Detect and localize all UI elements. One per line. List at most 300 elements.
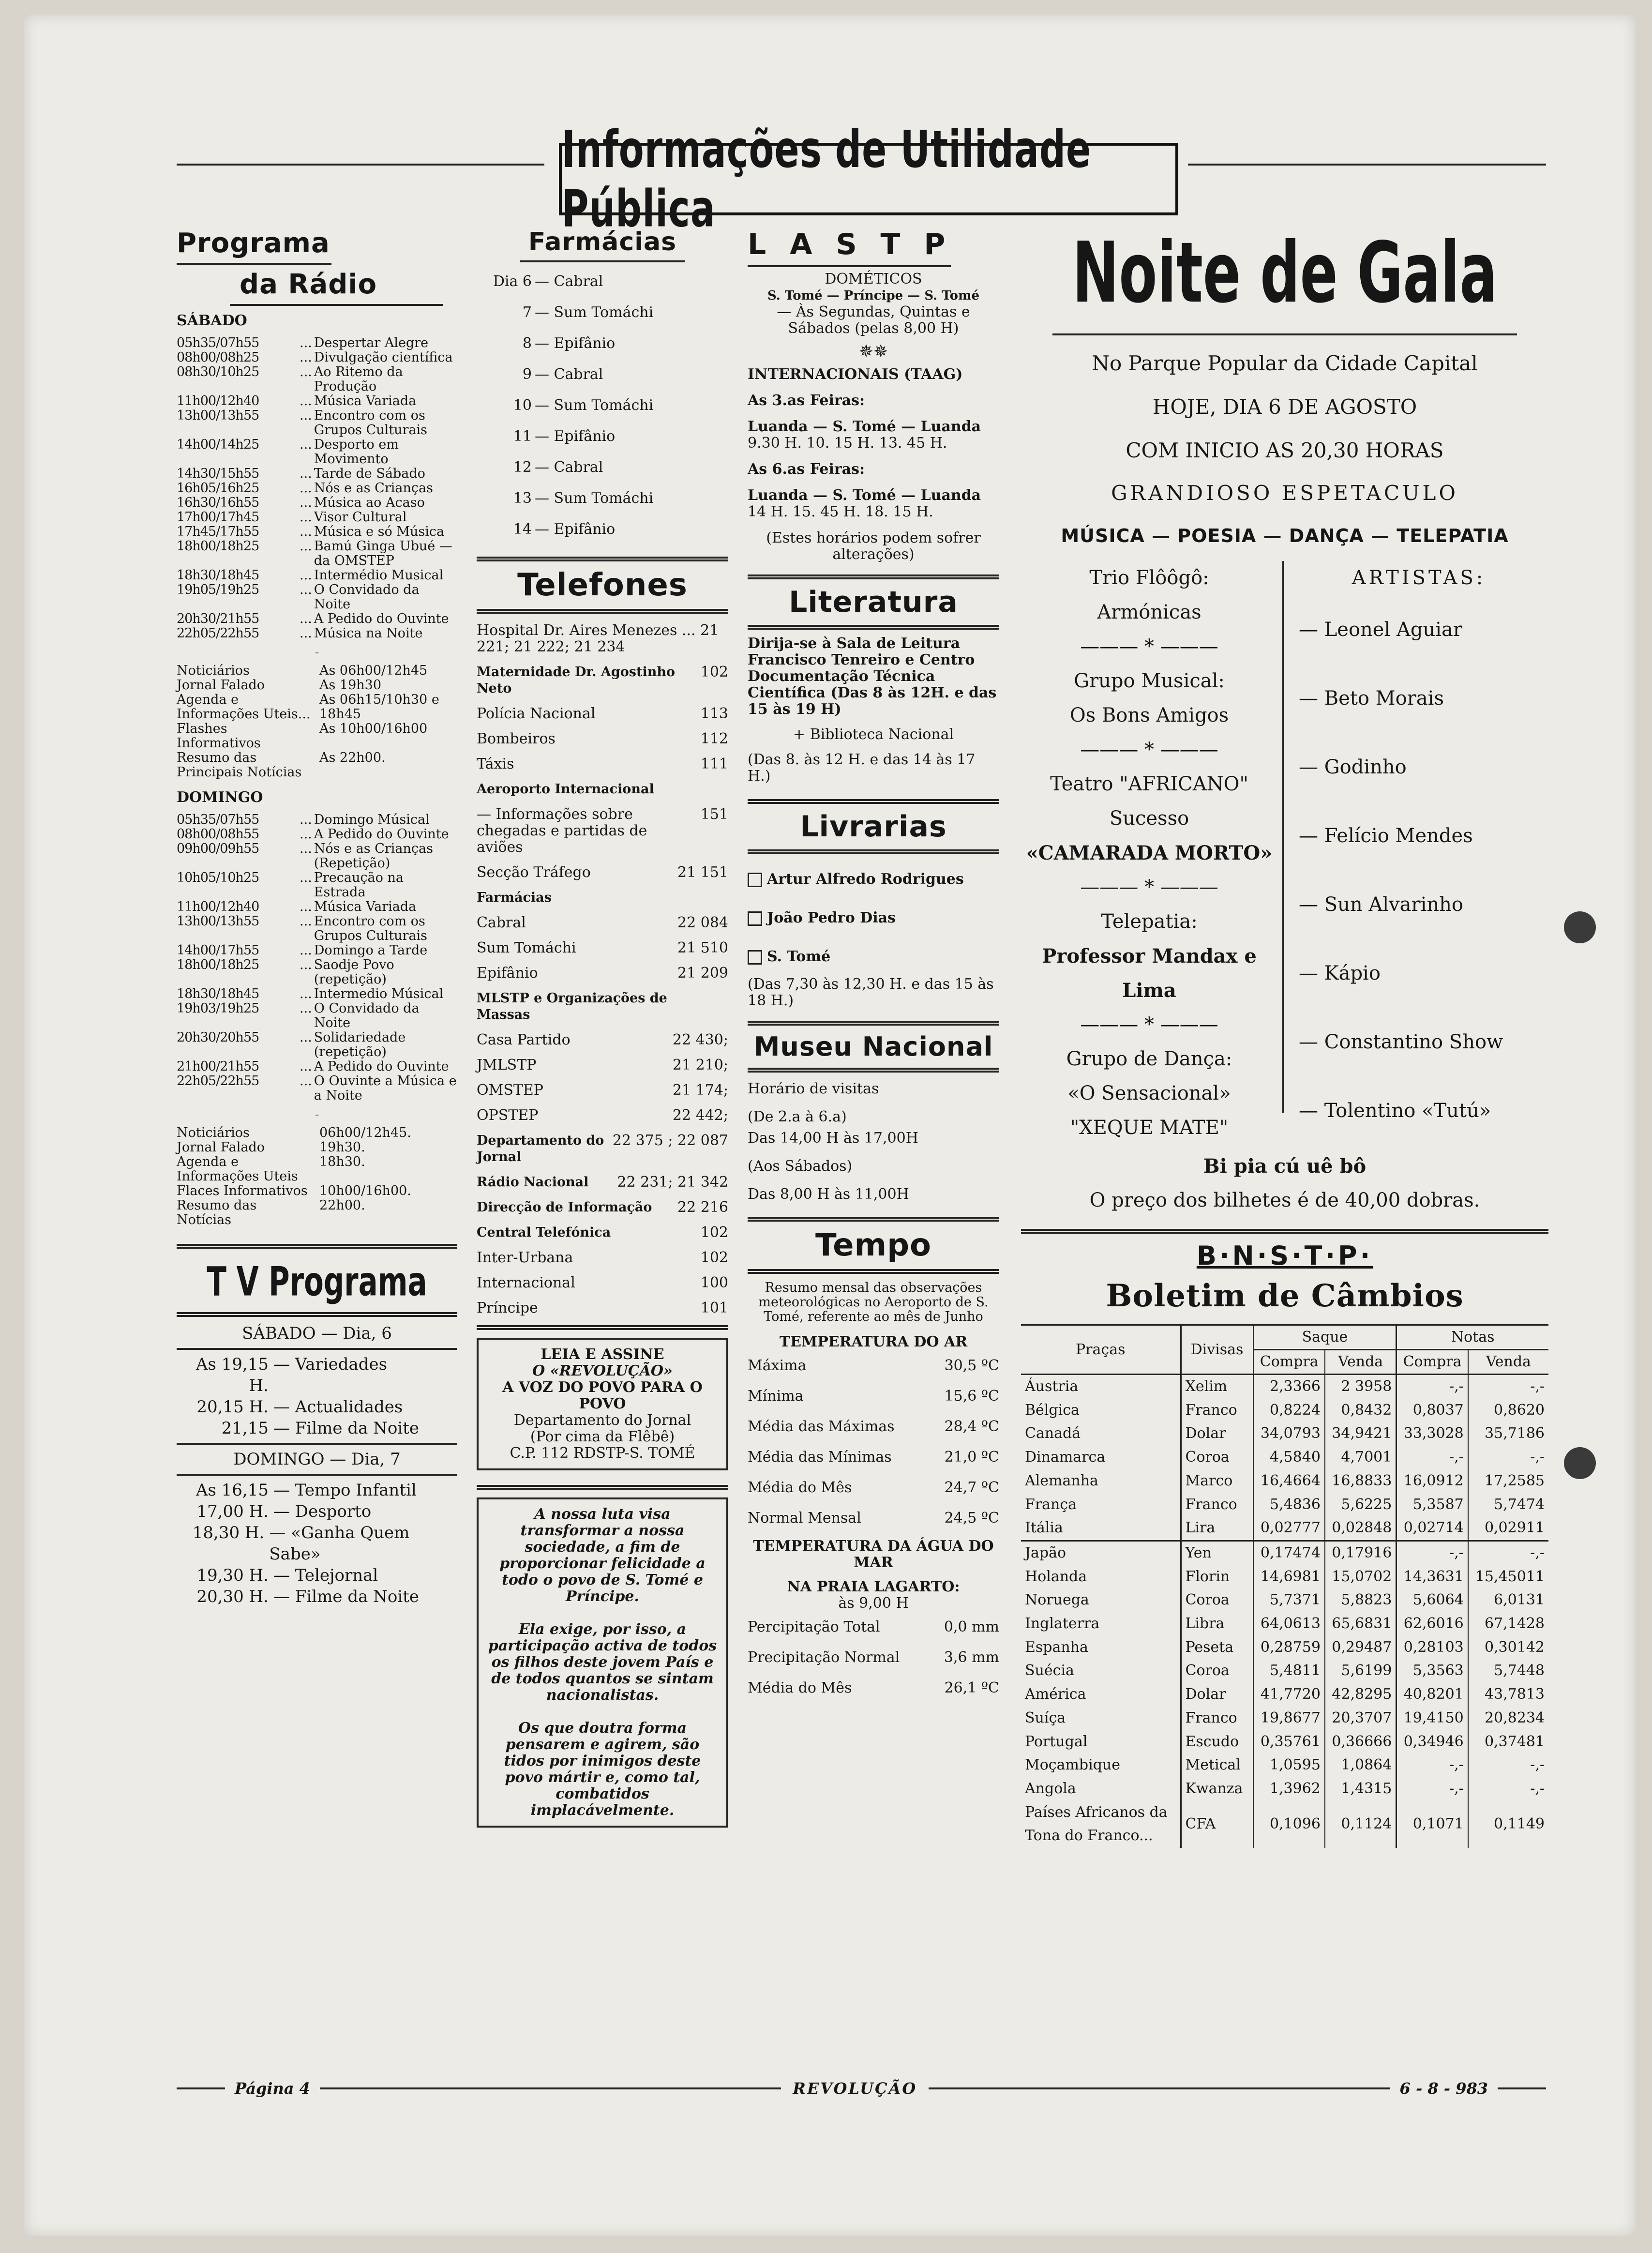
news-label: Noticiários	[177, 1125, 250, 1140]
exchange-cell: Marco	[1181, 1469, 1253, 1493]
pharmacy-name: — Cabral	[535, 366, 603, 383]
struggle-box: A nossa luta visa transformar a nossa sociedade, a fim de proporcionar felicidade a todo o povo de S. Tomé e Príncipe. Ela exige, por isso, a participação activa de todos os filhos deste jovem País e de todos quantos se sintam nacionalistas. Os que doutra forma pensarem e agirem, são tidos por inimigos deste povo mártir e, como tal, combatidos implacávelmente.	[477, 1497, 728, 1828]
telephone-item	[477, 781, 728, 798]
telephone-item	[477, 1199, 728, 1216]
pharmacy-day: 11	[513, 428, 532, 445]
radio-time: 11h00/12h40	[177, 899, 259, 914]
weather-title: Tempo	[815, 1227, 932, 1263]
radio-show: O Convidado da Noite	[314, 1001, 420, 1030]
radio-dots: ...	[300, 870, 312, 885]
exchange-cell: Franco	[1181, 1707, 1253, 1730]
telephone-item	[477, 1275, 728, 1291]
air-temp-item	[748, 1503, 999, 1533]
exchange-cell: 0,1124	[1325, 1801, 1397, 1848]
telephone-number: 21 209	[677, 965, 728, 982]
radio-dots: ...	[300, 364, 312, 379]
checkbox-icon	[748, 950, 762, 965]
header-rule-right	[1188, 164, 1546, 166]
radio-time: 20h30/21h55	[177, 611, 259, 626]
telephone-name: Departamento do Jornal	[477, 1133, 604, 1164]
telephone-name: Internacional	[477, 1274, 575, 1291]
exchange-cell: 4,5840	[1253, 1446, 1325, 1469]
radio-time: 14h30/15h55	[177, 466, 259, 481]
telephone-name: Hospital Dr. Aires Menezes ... 21 221; 21 222; 21 234	[477, 622, 719, 655]
radio-dots: ...	[300, 408, 312, 423]
exchange-cell: 64,0613	[1253, 1612, 1325, 1636]
exchange-cell: 35,7186	[1484, 1425, 1545, 1442]
checkbox-icon	[748, 911, 762, 926]
gala-programme-item: Grupo de Dança:	[1066, 1048, 1232, 1070]
radio-dots: ...	[300, 812, 312, 827]
pharmacy-item	[477, 266, 728, 297]
radio-time: 05h35/07h55	[177, 335, 259, 350]
exchange-cell: Itália	[1021, 1516, 1181, 1541]
exchange-cell: Coroa	[1181, 1659, 1253, 1683]
radio-dots: ...	[300, 437, 312, 452]
radio-dots: ...	[300, 957, 312, 972]
exchange-cell: 0,8620	[1494, 1401, 1545, 1419]
telephone-number: 101	[700, 1300, 728, 1316]
exchange-cell: 5,4811	[1253, 1659, 1325, 1683]
pharmacy-item	[477, 297, 728, 328]
bookshop-item	[748, 937, 999, 976]
radio-time: 19h05/19h25	[177, 582, 259, 597]
exchange-cell: -,-	[1530, 1544, 1545, 1561]
pharmacy-name: — Sum Tomáchi	[535, 397, 654, 414]
gala-programme-item: Trio Flôôgô:	[1089, 567, 1209, 589]
radio-show: Tarde de Sábado	[314, 466, 425, 481]
gala-programme-item: Professor Mandax e Lima	[1042, 945, 1257, 1002]
radio-item	[177, 1030, 457, 1059]
exchange-cell: Dinamarca	[1021, 1446, 1181, 1469]
tv-title: T V Programa	[207, 1258, 427, 1305]
exchange-cell: Portugal	[1021, 1730, 1181, 1754]
tv-time: 17,00 H.	[196, 1502, 269, 1521]
radio-dots: ...	[300, 524, 312, 539]
telephone-item	[477, 965, 728, 982]
exchange-row	[1021, 1612, 1548, 1636]
exchange-cell: 34,0793	[1253, 1422, 1325, 1446]
radio-time: 19h03/19h25	[177, 1001, 259, 1016]
telephone-item	[477, 940, 728, 956]
radio-time: 13h00/13h55	[177, 914, 259, 929]
radio-dots: ...	[300, 510, 312, 525]
exchange-row	[1021, 1754, 1548, 1777]
telephone-name: Casa Partido	[477, 1031, 571, 1048]
pharmacy-day: 14	[513, 521, 532, 538]
radio-time: 16h30/16h55	[177, 495, 259, 510]
exchange-cell: 0,8224	[1253, 1399, 1325, 1422]
radio-show: O Ouvinte a Música e a Noite	[314, 1074, 457, 1103]
telephone-name: Central Telefónica	[477, 1225, 611, 1240]
weather-label: Normal Mensal	[748, 1510, 861, 1527]
radio-item	[177, 467, 457, 481]
exchange-cell: Moçambique	[1021, 1754, 1181, 1777]
exchange-cell: 0,36666	[1325, 1730, 1397, 1754]
radio-time: 08h30/10h25	[177, 364, 259, 379]
pharmacies-column	[477, 227, 728, 1828]
news-label: Resumo das Notícias	[177, 1198, 257, 1227]
telephone-item	[477, 1133, 728, 1165]
air-temp-item	[748, 1411, 999, 1442]
radio-time: 17h00/17h45	[177, 510, 259, 525]
air-temp-item	[748, 1442, 999, 1472]
exchange-cell: França	[1021, 1493, 1181, 1517]
radio-dots: ...	[300, 393, 312, 408]
exchange-cell: Países Africanos da Tona do Franco...	[1021, 1801, 1181, 1848]
exchange-cell: Angola	[1021, 1777, 1181, 1801]
bookshop-name: João Pedro Dias	[767, 909, 896, 926]
telephone-item	[477, 1032, 728, 1048]
gala-title: Noite de Gala	[1072, 224, 1498, 322]
exchange-cell: 62,6016	[1397, 1612, 1468, 1636]
radio-item	[177, 1074, 457, 1103]
telephone-name: Farmácias	[477, 890, 552, 905]
exchange-cell: Metical	[1181, 1754, 1253, 1777]
radio-item	[177, 394, 457, 408]
exchange-cell: 0,02911	[1468, 1516, 1548, 1541]
exchange-row	[1021, 1565, 1548, 1589]
gala-artist: — Beto Morais	[1299, 687, 1444, 710]
news-time: 10h00/16h00.	[319, 1183, 411, 1198]
telephone-name: Epifânio	[477, 965, 538, 982]
radio-time: 16h05/16h25	[177, 481, 259, 496]
gala-programme-item: Armónicas	[1097, 601, 1201, 623]
pharmacy-item	[477, 359, 728, 390]
telephone-number	[723, 781, 728, 798]
telephone-name: — Informações sobre chegadas e partidas de aviões	[477, 806, 647, 856]
exchange-cell: 17,2585	[1484, 1472, 1545, 1489]
radio-item	[177, 900, 457, 914]
telephone-name: OMSTEP	[477, 1082, 543, 1099]
telephone-number	[723, 622, 728, 655]
literature-title: Literatura	[789, 585, 958, 619]
news-item	[177, 1198, 457, 1227]
news-time: As 06h15/10h30 e 18h45	[319, 692, 439, 722]
radio-dots: ...	[300, 582, 312, 597]
air-temp-item	[748, 1381, 999, 1411]
news-time: 22h00.	[319, 1198, 365, 1213]
radio-item	[177, 525, 457, 539]
telephone-item	[477, 1082, 728, 1099]
weather-value: 0,0 mm	[944, 1618, 999, 1635]
exchange-cell: Bélgica	[1021, 1399, 1181, 1422]
radio-dots: ...	[300, 1074, 312, 1089]
radio-dots: ...	[300, 539, 312, 554]
exchange-cell: Noruega	[1021, 1588, 1181, 1612]
telephone-number: 22 216	[677, 1199, 728, 1216]
news-item	[177, 678, 457, 693]
exchange-cell: Holanda	[1021, 1565, 1181, 1589]
telephone-item	[477, 1250, 728, 1266]
services-column: L A S T P DOMÉTICOS S. Tomé — Príncipe — S. Tomé — Às Segundas, Quintas e Sábados (pelas 8,00 H) ✵✵ INTERNACIONAIS (TAAG) As 3.as Feiras: Luanda — S. Tomé — Luanda 9.30 H. 10. 15 H. 13. 45 H. As 6.as Feiras: Luanda — S. Tomé — Luanda 14 H. 15. 45 H. 18. 15 H. (Estes horários podem sofrer alterações) Literatura Dirija-se à Sala de Leitura Francisco Tenreiro e Centro Documentação Técnica Científica (Das 8 às 12H. e das 15 às 19 H) + Biblioteca Nacional (Das 8. às 12 H. e das 14 às 17 H.) Livrarias Artur Alfredo Rodrigues João Pedro Dias S. Tomé (Das 7,30 às 12,30 H. e das 15 às 18 H.) Museu Nacional Horário de visitas (De 2.a à 6.a) Das 14,00 H às 17,00H (Aos Sábados) Das 8,00 H às 11,00H Tempo Resumo mensal das observações meteorológicas no Aeroporto de S. Tomé, referente ao mês de Junho TEMPERATURA DO AR Máxima 30,5 ºC Mínima 15,6 ºC Média das Máximas 28,4 ºC Média das Mínimas 21,0 ºC Média do Mês 24,7 ºC Normal Mensal 24,5 ºC TEMPERATURA DA ÁGUA DO MAR NA PRAIA LAGARTO: às 9,00 H Percipitação Total 0,0 mm Precipitação Normal 3,6 mm Média do Mês 26,1 ºC	[748, 227, 999, 1703]
exchange-cell: CFA	[1181, 1801, 1253, 1848]
header-rule-left	[177, 164, 544, 166]
exchange-cell: 5,6225	[1325, 1493, 1397, 1517]
radio-show: Precaução na Estrada	[314, 870, 404, 900]
exchange-cell: 16,8833	[1325, 1469, 1397, 1493]
exchange-row	[1021, 1801, 1548, 1848]
air-temp-item	[748, 1350, 999, 1381]
exchange-row	[1021, 1588, 1548, 1612]
gala-programme-item: Os Bons Amigos	[1069, 704, 1229, 726]
tv-item	[177, 1354, 457, 1396]
exchange-cell: 19,8677	[1253, 1707, 1325, 1730]
radio-dots: ...	[300, 1001, 312, 1016]
news-label: Jornal Falado	[177, 1140, 265, 1155]
radio-item	[177, 350, 457, 365]
tv-item	[177, 1418, 457, 1439]
exchange-cell: 1,0864	[1325, 1754, 1397, 1777]
telephone-name: Cabral	[477, 914, 526, 931]
telephone-number	[723, 890, 728, 906]
news-item	[177, 693, 457, 722]
exchange-cell: Florin	[1181, 1565, 1253, 1589]
telephone-item	[477, 1057, 728, 1074]
exchange-cell: 16,0912	[1397, 1469, 1468, 1493]
exchange-cell: 2,3366	[1253, 1375, 1325, 1399]
telephone-number: 111	[700, 756, 728, 772]
radio-time: 09h00/09h55	[177, 841, 259, 856]
tv-time: 19,30 H.	[196, 1566, 269, 1585]
exchange-cell: 15,45011	[1475, 1568, 1545, 1585]
exchange-row	[1021, 1375, 1548, 1399]
telephone-name: Príncipe	[477, 1300, 538, 1316]
tv-show: — Desporto	[273, 1502, 372, 1521]
radio-show: A Pedido do Ouvinte	[314, 827, 449, 842]
telephone-number: 100	[700, 1274, 728, 1291]
exchange-cell: 0,02777	[1253, 1516, 1325, 1541]
exchange-cell: 0,1071	[1397, 1801, 1468, 1848]
gala-artists	[1289, 595, 1548, 1145]
radio-dots: ...	[300, 1059, 312, 1074]
radio-time: 22h05/22h55	[177, 626, 259, 641]
radio-time: 18h00/18h25	[177, 957, 259, 972]
exchange-cell: 0,8432	[1325, 1399, 1397, 1422]
exchange-cell: 5,6064	[1397, 1588, 1468, 1612]
exchange-cell: 0,28759	[1253, 1636, 1325, 1660]
radio-title: Programa	[177, 227, 330, 259]
radio-time: 14h00/17h55	[177, 943, 259, 958]
exchange-cell: Libra	[1181, 1612, 1253, 1636]
exchange-row	[1021, 1683, 1548, 1707]
tv-sunday-list	[177, 1480, 457, 1607]
radio-item	[177, 612, 457, 626]
exchange-cell: Áustria	[1021, 1375, 1181, 1399]
exchange-cell: 5,3563	[1397, 1659, 1468, 1683]
radio-item	[177, 408, 457, 438]
telephone-item	[477, 1300, 728, 1316]
telephone-item	[477, 990, 728, 1023]
news-time: 18h30.	[319, 1154, 365, 1169]
exchange-row	[1021, 1659, 1548, 1683]
exchange-cell: 0,28103	[1397, 1636, 1468, 1660]
exchange-cell: Japão	[1021, 1541, 1181, 1565]
pharmacy-item	[477, 483, 728, 514]
radio-show: Visor Cultural	[314, 510, 407, 525]
exchange-row	[1021, 1707, 1548, 1730]
exchange-cell: 43,7813	[1484, 1686, 1545, 1703]
exchange-row	[1021, 1493, 1548, 1517]
exchange-cell: 5,6199	[1325, 1659, 1397, 1683]
radio-dots: ...	[300, 335, 312, 350]
weather-value: 24,5 ºC	[944, 1510, 999, 1527]
pharmacy-item	[477, 452, 728, 483]
radio-dots: ...	[300, 986, 312, 1001]
exchange-cell: Dolar	[1181, 1422, 1253, 1446]
radio-item	[177, 943, 457, 958]
news-time: 06h00/12h45.	[319, 1125, 411, 1140]
gala-column: Noite de Gala No Parque Popular da Cidade Capital HOJE, DIA 6 DE AGOSTO COM INICIO AS 20,30 HORAS GRANDIOSO ESPETACULO MÚSICA — POESIA — DANÇA — TELEPATIA Trio Flôôgô: Armónicas ——— * ——— Grupo Musical: Os Bons Amigos ——— * ——— Teatro "AFRICANO" Sucesso «CAMARADA MORTO» ——— * ——— Telepatia: Professor Mandax e Lima ——— * ——— Grupo de Dança: «O Sensacional» "XEQUE MATE" ARTISTAS: — Leonel Aguiar — Beto Morais — Godinho — Felício Mendes — Sun Alvarinho — Kápio — Constantino Show — Tolentino «Tutú» Bi pia cú uê bô O preço dos bilhetes é de 40,00 dobras. B·N·S·T·P· Boletim de Câmbios Praças Divisas Saque Notas Compra Venda Compra Venda Áustria Xelim 2,3366 2 3958 -,- -,- Bélgica Franco 0,8224 0,8432 0,8037 0,8620 Canadá Dolar 34,0793 34,9421 33,3028 35,7186 Dinamarca Coroa 4,5840 4,7001 -,- -,- Alemanha Marco 16,4664 16,8833 16,0912 17,2585 França Franco 5,4836 5,6225 5,3587 5,7474 Itália Lira 0,02777 0,02848 0,02714 0,02911 Japão Yen 0,17474 0,17916 -,- -,- Holanda Florin 14,6981 15,0702 14,3631 15,45011 Noruega Coroa 5,7371 5,8823 5,6064 6,0131 Inglaterra Libra 64,0613 65,6831 62,6016 67,1428 Espanha Peseta 0,28759 0,29487 0,28103 0,30142 Suécia Coroa 5,4811 5,6199 5,3563 5,7448 América Dolar 41,7720 42,8295 40,8201 43,7813 Suíça Franco 19,8677 20,3707 19,4150 20,8234 Portugal Escudo 0,35761 0,36666 0,34946 0,37481 Moçambique Metical 1,0595 1,0864 -,- -,- Angola Kwanza 1,3962 1,4315 -,- -,- Países Africanos da Tona do Franco... CFA 0,1096 0,1124 0,1071 0,1149	[1021, 218, 1548, 1848]
telephone-item	[477, 1107, 728, 1124]
lastp-title: L A S T P	[748, 227, 952, 261]
news-label: Jornal Falado	[177, 678, 265, 693]
gala-programme-item: Teatro "AFRICANO"	[1050, 773, 1248, 795]
exchange-cell: 0,1096	[1253, 1801, 1325, 1848]
pharmacy-day: 10	[513, 397, 532, 414]
pharmacy-name: — Cabral	[535, 459, 603, 476]
exchange-cell: Franco	[1181, 1493, 1253, 1517]
news-item	[177, 722, 457, 751]
gala-programme-item: ——— * ———	[1080, 1013, 1218, 1036]
telephone-name: Aeroporto Internacional	[477, 782, 654, 797]
radio-saturday-list	[177, 336, 457, 641]
telephone-number: 151	[700, 806, 728, 823]
exchange-cell: 0,37481	[1484, 1733, 1545, 1750]
checkbox-icon	[748, 873, 762, 887]
tv-show: — Telejornal	[273, 1566, 378, 1585]
telephone-number: 21 210;	[672, 1057, 728, 1074]
telephone-number: 113	[700, 705, 728, 722]
radio-item	[177, 626, 457, 641]
tv-time: 18,30 H.	[192, 1523, 265, 1542]
exchange-row	[1021, 1541, 1548, 1565]
radio-subtitle: da Rádio	[240, 269, 377, 300]
weather-label: Média das Mínimas	[748, 1449, 892, 1466]
punch-hole-top	[1564, 911, 1596, 943]
bookshop-item	[748, 899, 999, 937]
news-item	[177, 664, 457, 678]
sea-temp-item	[748, 1612, 999, 1642]
exchange-cell: 14,6981	[1253, 1565, 1325, 1589]
exchange-cell: 0,35761	[1253, 1730, 1325, 1754]
exchange-cell: -,-	[1397, 1777, 1468, 1801]
exchange-cell: 0,29487	[1325, 1636, 1397, 1660]
exchange-row	[1021, 1730, 1548, 1754]
gala-programme-item: "XEQUE MATE"	[1070, 1117, 1229, 1139]
radio-dots: ...	[300, 568, 312, 583]
weather-label: Média do Mês	[748, 1679, 852, 1696]
exchange-row	[1021, 1399, 1548, 1422]
subscribe-box: LEIA E ASSINE O «REVOLUÇÃO» A VOZ DO POVO PARA O POVO Departamento do Jornal (Por cima da Flêbê) C.P. 112 RDSTP-S. TOMÉ	[477, 1338, 728, 1470]
gala-programme-item: Telepatia:	[1101, 910, 1198, 933]
radio-show: Música Variada	[314, 899, 417, 914]
radio-item	[177, 1001, 457, 1030]
telephone-name: Polícia Nacional	[477, 705, 596, 722]
exchange-cell: Coroa	[1181, 1588, 1253, 1612]
bookshop-item	[748, 860, 999, 899]
telephone-number	[723, 990, 728, 1023]
news-label: Resumo das Principais Notícias	[177, 750, 302, 780]
telephone-name: Sum Tomáchi	[477, 939, 576, 956]
exchange-row	[1021, 1777, 1548, 1801]
telephone-number: 112	[700, 730, 728, 747]
radio-item	[177, 827, 457, 842]
radio-item	[177, 336, 457, 350]
news-item	[177, 1126, 457, 1140]
exchange-cell: -,-	[1397, 1446, 1468, 1469]
radio-show: Bamú Ginga Ubué — da OMSTEP	[314, 539, 452, 568]
exchange-cell: Yen	[1181, 1541, 1253, 1565]
radio-item	[177, 539, 457, 568]
exchange-cell: 33,3028	[1397, 1422, 1468, 1446]
exchange-cell: América	[1021, 1683, 1181, 1707]
exchange-row	[1021, 1469, 1548, 1493]
radio-time: 18h30/18h45	[177, 568, 259, 583]
exchange-cell: -,-	[1530, 1449, 1545, 1466]
weather-value: 15,6 ºC	[944, 1388, 999, 1405]
gala-programme-item: ——— * ———	[1080, 635, 1218, 658]
bookshop-name: Artur Alfredo Rodrigues	[767, 871, 964, 888]
exchange-cell: 67,1428	[1484, 1615, 1545, 1633]
bookshop-name: S. Tomé	[767, 948, 831, 965]
radio-time: 22h05/22h55	[177, 1074, 259, 1089]
exchange-cell: 0,1149	[1494, 1815, 1545, 1832]
radio-show: Desporto em Movimento	[314, 437, 399, 467]
exchange-cell: Espanha	[1021, 1636, 1181, 1660]
exchange-cell: -,-	[1397, 1375, 1468, 1399]
exchange-cell: 0,30142	[1484, 1638, 1545, 1656]
news-label: Agenda e Informações Uteis...	[177, 692, 311, 722]
telephone-item	[477, 890, 728, 906]
news-label: Noticiários	[177, 663, 250, 678]
telephone-number: 102	[700, 1224, 728, 1241]
exchange-cell: 20,3707	[1325, 1707, 1397, 1730]
telephone-name: Táxis	[477, 756, 514, 772]
exchange-table: Praças Divisas Saque Notas Compra Venda Compra Venda Áustria Xelim 2,3366 2 3958 -,- -,- Bélgica Franco 0,8224 0,8432 0,8037 0,8620 Canadá Dolar 34,0793 34,9421 33,3028 35,7186 Dinamarca Coroa 4,5840 4,7001 -,- -,- Alemanha Marco 16,4664 16,8833 16,0912 17,2585 França Franco 5,4836 5,6225 5,3587 5,7474 Itália Lira 0,02777 0,02848 0,02714 0,02911 Japão Yen 0,17474 0,17916 -,- -,- Holanda Florin 14,6981 15,0702 14,3631 15,45011 Noruega Coroa 5,7371 5,8823 5,6064 6,0131 Inglaterra Libra 64,0613 65,6831 62,6016 67,1428 Espanha Peseta 0,28759 0,29487 0,28103 0,30142 Suécia Coroa 5,4811 5,6199 5,3563 5,7448 América Dolar 41,7720 42,8295 40,8201 43,7813 Suíça Franco 19,8677 20,3707 19,4150 20,8234 Portugal Escudo 0,35761 0,36666 0,34946 0,37481 Moçambique Metical 1,0595 1,0864 -,- -,- Angola Kwanza 1,3962 1,4315 -,- -,- Países Africanos da Tona do Franco... CFA 0,1096 0,1124 0,1071 0,1149	[1021, 1324, 1548, 1848]
exchange-row	[1021, 1516, 1548, 1541]
bnstp-title: B·N·S·T·P·	[1196, 1240, 1373, 1271]
pharmacy-name: — Cabral	[535, 273, 603, 290]
radio-dots: ...	[300, 626, 312, 641]
radio-show: Saodje Povo (repetição)	[314, 957, 394, 987]
news-label: Agenda e Informações Uteis	[177, 1154, 298, 1184]
radio-show: Intermédio Musical	[314, 568, 444, 583]
exchange-cell: 5,7371	[1253, 1588, 1325, 1612]
telephone-number: 22 084	[677, 914, 728, 931]
weather-label: Precipitação Normal	[748, 1649, 900, 1666]
exchange-cell: -,-	[1397, 1541, 1468, 1565]
exchange-cell: 5,7448	[1494, 1662, 1545, 1679]
telephone-item	[477, 1174, 728, 1191]
radio-item	[177, 438, 457, 467]
museum-title: Museu Nacional	[753, 1031, 993, 1062]
radio-show: Música e só Música	[314, 524, 445, 539]
radio-show: A Pedido do Ouvinte	[314, 1059, 449, 1074]
telephone-number: 22 442;	[672, 1107, 728, 1124]
pharmacy-day: 8	[522, 335, 532, 352]
pharmacy-name: — Epifânio	[535, 335, 616, 352]
page-footer: Página 4 REVOLUÇÃO 6 - 8 - 983	[177, 2074, 1546, 2103]
exchange-cell: Inglaterra	[1021, 1612, 1181, 1636]
exchange-row	[1021, 1446, 1548, 1469]
exchange-cell: 4,7001	[1325, 1446, 1397, 1469]
radio-time: 10h05/10h25	[177, 870, 259, 885]
weather-label: Média do Mês	[748, 1479, 852, 1496]
gala-artist: — Felício Mendes	[1299, 825, 1473, 847]
pharmacy-name: — Sum Tomáchi	[535, 490, 654, 507]
tv-time: 21,15	[221, 1419, 269, 1438]
